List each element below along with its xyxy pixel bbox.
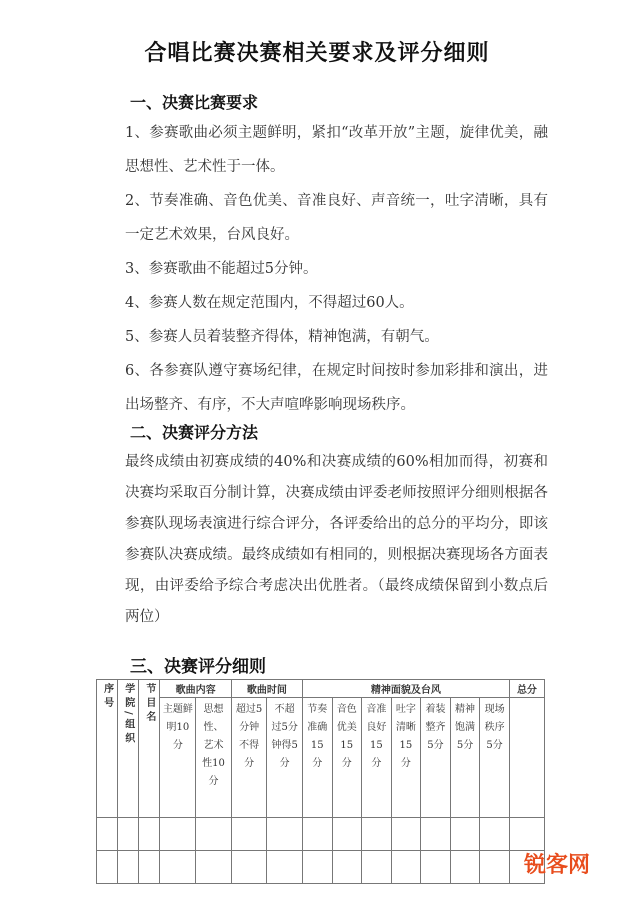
section-heading-scoring-method: 二、决赛评分方法 [130,423,259,442]
criterion-tone: 音色优美15分 [332,698,362,818]
criterion-attire: 着装整齐5分 [421,698,451,818]
criterion-diction: 吐字清晰15分 [391,698,421,818]
section-heading-scoring-rules: 三、决赛评分细则 [130,657,266,677]
criterion-rhythm: 节奏准确15分 [302,698,332,818]
document-title: 合唱比赛决赛相关要求及评分细则 [144,40,490,66]
criterion-order: 现场秩序5分 [480,698,510,818]
total-cell-header [509,698,544,818]
requirement-item-6: 6、各参赛队遵守赛场纪律，在规定时间按时参加彩排和演出，进出场整齐、有序，不大声喧哗影响现场秩序。 [125,363,548,413]
table-row [97,851,545,884]
site-watermark-logo [524,848,590,879]
table-row [97,818,545,851]
criterion-within-time: 不超过5分钟得5分 [267,698,303,818]
requirement-item-2: 2、节奏准确、音色优美、音准良好、声音统一，吐字清晰，具有一定艺术效果，台风良好。 [125,193,548,243]
header-song-time: 歌曲时间 [231,680,302,698]
header-college: 学院/组织 [118,680,139,818]
requirement-item-1: 1、参赛歌曲必须主题鲜明，紧扣“改革开放”主题，旋律优美，融思想性、艺术性于一体。 [125,125,548,175]
criterion-artistry: 思想性、艺术性10分 [196,698,232,818]
criterion-theme: 主题鲜明10分 [160,698,196,818]
criterion-pitch: 音准良好15分 [362,698,392,818]
header-spirit: 精神面貌及台风 [302,680,509,698]
header-seq: 序号 [97,680,118,818]
requirement-item-5: 5、参赛人员着装整齐得体，精神饱满，有朝气。 [125,329,439,345]
requirements-list [96,116,548,422]
requirement-item-4: 4、参赛人数在规定范围内，不得超过60人。 [125,295,414,311]
watermark-part-1: 锐 [523,853,546,878]
criterion-over-time: 超过5分钟不得分 [231,698,267,818]
section-heading-requirements: 一、决赛比赛要求 [130,93,259,112]
scoring-method-paragraph: 最终成绩由初赛成绩的40%和决赛成绩的60%相加而得，初赛和决赛均采取百分制计算，决赛成绩由评委老师按照评分细则根据各参赛队现场表演进行综合评分，各评委给出的总分的平均分，即该参赛队决赛成绩。最终成绩如有相同的，则根据决赛现场各方面表现，由评委给予综合考虑决出优胜者。（最终成绩保留到小数点后两位） [125,454,548,625]
scoring-method-text [96,447,548,633]
scoring-table [96,679,545,884]
header-total: 总分 [509,680,544,698]
criterion-spirit: 精神饱满5分 [450,698,480,818]
watermark-part-2: 客网 [545,853,590,878]
header-song-content: 歌曲内容 [160,680,231,698]
requirement-item-3: 3、参赛歌曲不能超过5分钟。 [125,261,318,277]
header-program: 节目名 [139,680,160,818]
